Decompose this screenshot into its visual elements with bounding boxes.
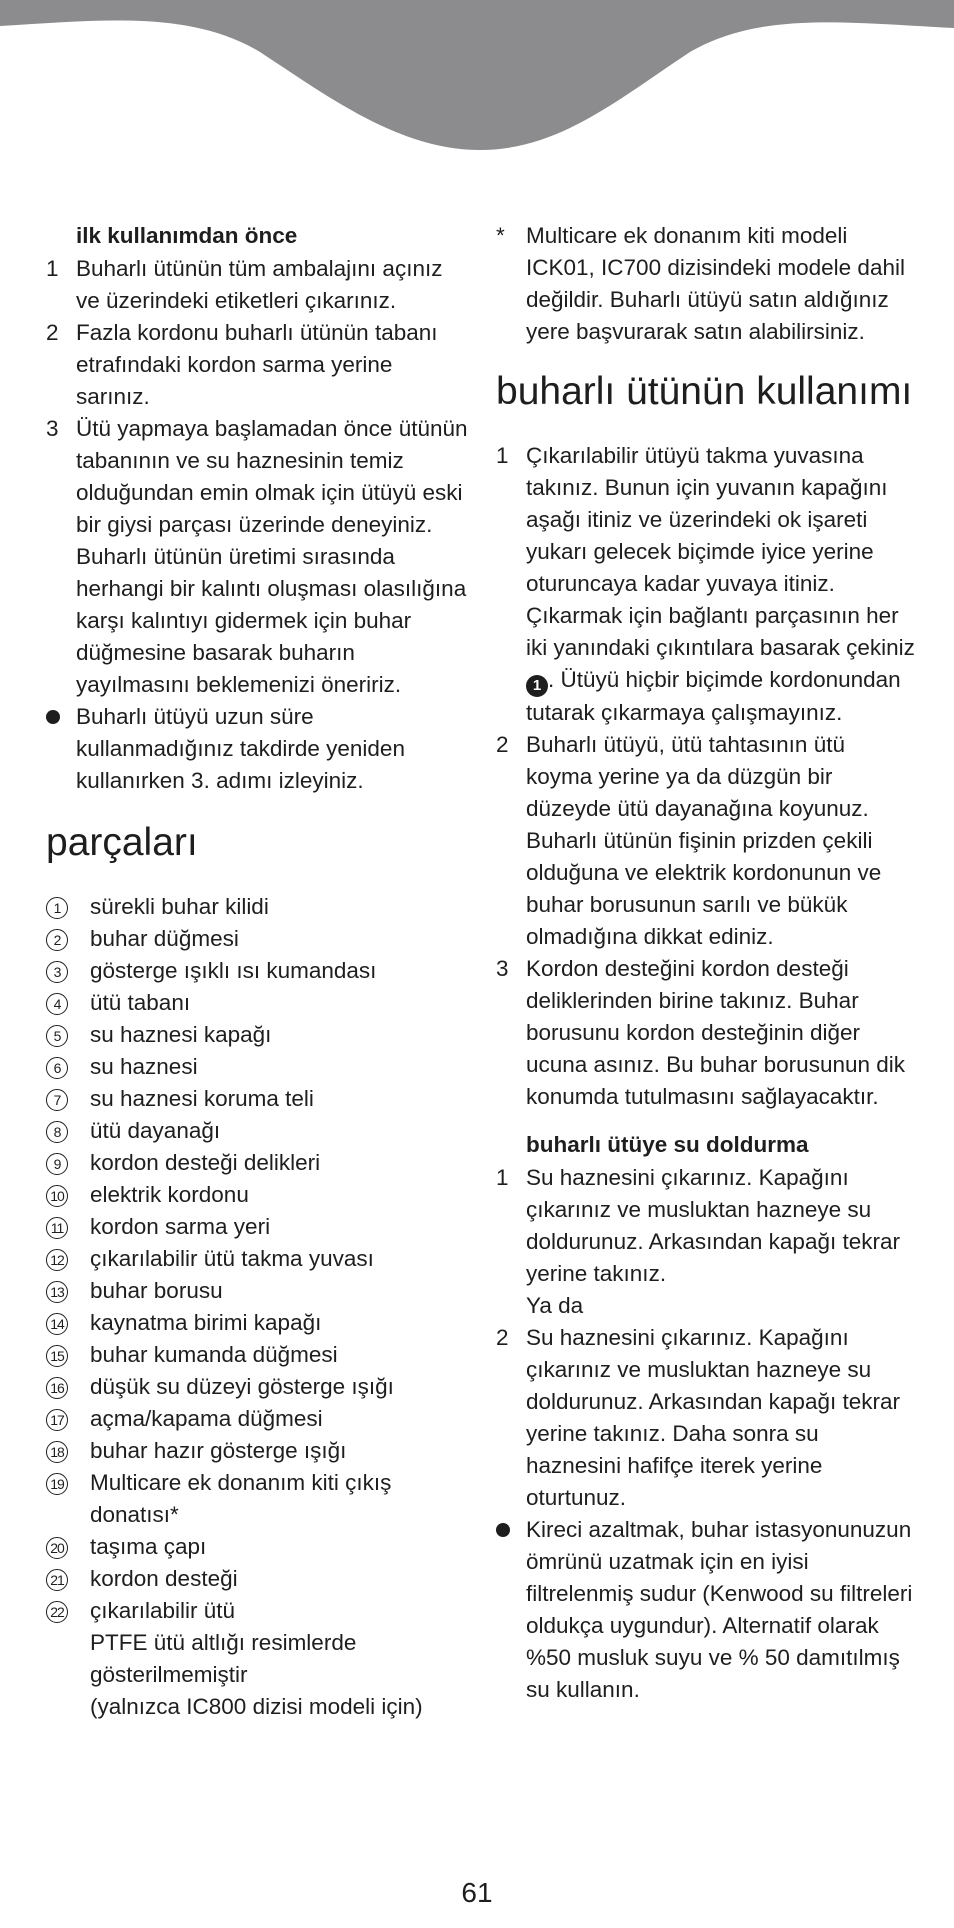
- right-column: [496, 220, 916, 1706]
- step-number: 1: [496, 443, 509, 468]
- left-column: [46, 220, 472, 1723]
- first-use-step-1: [46, 253, 472, 317]
- part-label: Multicare ek donanım kiti çıkış donatısı*: [90, 1470, 392, 1527]
- part-item: [46, 1339, 472, 1371]
- filling-bullet: [496, 1514, 916, 1706]
- part-label: ütü dayanağı: [90, 1118, 221, 1143]
- part-label: kordon desteği: [90, 1566, 238, 1591]
- step-text: Buharlı ütüyü, ütü tahtasının ütü koyma yerine ya da düzgün bir düzeyde ütü dayanağına koyunuz. Buharlı ütünün fişinin prizden çekili olduğuna ve elektrik kordonunun ve buhar borusunun sarılı ve bükük olmadığına dikkat ediniz.: [526, 732, 882, 949]
- part-item: [46, 1275, 472, 1307]
- part-item: [46, 987, 472, 1019]
- bullet-text: Buharlı ütüyü uzun süre kullanmadığınız takdirde yeniden kullanırken 3. adımı izleyiniz.: [76, 704, 405, 793]
- footnote: [496, 220, 916, 348]
- part-label: kordon sarma yeri: [90, 1214, 271, 1239]
- part-label: kordon desteği delikleri: [90, 1150, 321, 1175]
- part-number-circle: 4: [46, 993, 68, 1015]
- first-use-heading: ilk kullanımdan önce: [76, 223, 298, 248]
- part-number-circle: 19: [46, 1473, 68, 1495]
- part-number-circle: 18: [46, 1441, 68, 1463]
- part-label: çıkarılabilir ütü: [90, 1598, 236, 1623]
- filling-step-2: [496, 1322, 916, 1514]
- parts-extra-note: [46, 1627, 472, 1723]
- part-number-circle: 10: [46, 1185, 68, 1207]
- step-number: 2: [46, 320, 59, 345]
- part-item: [46, 1595, 472, 1627]
- part-item: [46, 1467, 472, 1531]
- ic800-note: (yalnızca IC800 dizisi modeli için): [90, 1694, 423, 1719]
- part-number-circle: 17: [46, 1409, 68, 1431]
- usage-step-1: [496, 440, 916, 729]
- part-label: düşük su düzeyi gösterge ışığı: [90, 1374, 394, 1399]
- part-label: buhar kumanda düğmesi: [90, 1342, 338, 1367]
- part-number-circle: 15: [46, 1345, 68, 1367]
- step-number: 1: [46, 256, 59, 281]
- part-item: [46, 1531, 472, 1563]
- part-item: [46, 891, 472, 923]
- part-number-circle: 8: [46, 1121, 68, 1143]
- part-number-circle: 9: [46, 1153, 68, 1175]
- step-text: Su haznesini çıkarınız. Kapağını çıkarınız ve musluktan hazneye su doldurunuz. Arkasından kapağı tekrar yerine takınız. Daha sonra su haznesini hafifçe iterek yerine oturtunuz.: [526, 1325, 900, 1510]
- step-number: 2: [496, 732, 509, 757]
- part-label: kaynatma birimi kapağı: [90, 1310, 322, 1335]
- part-label: taşıma çapı: [90, 1534, 207, 1559]
- or-text: Ya da: [526, 1293, 584, 1318]
- part-number-circle: 14: [46, 1313, 68, 1335]
- step-text: Fazla kordonu buharlı ütünün tabanı etrafındaki kordon sarma yerine sarınız.: [76, 320, 438, 409]
- part-label: su haznesi kapağı: [90, 1022, 272, 1047]
- step-text: Kordon desteğini kordon desteği deliklerinden birine takınız. Buhar borusunu kordon desteğinin diğer ucuna asınız. Bu buhar borusunun dik konumda tutulmasını sağlayacaktır.: [526, 956, 906, 1109]
- part-item: [46, 1019, 472, 1051]
- part-number-circle: 11: [46, 1217, 68, 1239]
- part-label: buhar borusu: [90, 1278, 223, 1303]
- filling-step-1: [496, 1162, 916, 1322]
- part-item: [46, 1563, 472, 1595]
- part-number-circle: 16: [46, 1377, 68, 1399]
- step-number: 3: [496, 956, 509, 981]
- part-label: açma/kapama düğmesi: [90, 1406, 323, 1431]
- usage-step-2: [496, 729, 916, 953]
- step-number: 2: [496, 1325, 509, 1350]
- step-text: Su haznesini çıkarınız. Kapağını çıkarınız ve musluktan hazneye su doldurunuz. Arkasından kapağı tekrar yerine takınız.: [526, 1165, 900, 1286]
- part-label: buhar hazır gösterge ışığı: [90, 1438, 347, 1463]
- part-label: buhar düğmesi: [90, 926, 239, 951]
- part-item: [46, 1147, 472, 1179]
- parts-heading: parçaları: [46, 821, 198, 864]
- page-number: 61: [461, 1877, 493, 1908]
- part-label: su haznesi: [90, 1054, 198, 1079]
- step-text: Ütü yapmaya başlamadan önce ütünün tabanının ve su haznesinin temiz olduğundan emin olmak için ütüyü eski bir giysi parçası üzerinde deneyiniz. Buharlı ütünün üretimi sırasında herhangi bir kalıntı oluşması olasılığına karşı kalıntıyı gidermek için buhar düğmesine basarak buharın yayılmasını beklemenizi öneririz.: [76, 416, 468, 697]
- part-item: [46, 955, 472, 987]
- part-label: elektrik kordonu: [90, 1182, 249, 1207]
- part-label: çıkarılabilir ütü takma yuvası: [90, 1246, 374, 1271]
- step-number: 3: [46, 416, 59, 441]
- figure-ref-1-icon: 1: [526, 675, 548, 697]
- part-label: su haznesi koruma teli: [90, 1086, 314, 1111]
- part-item: [46, 1243, 472, 1275]
- part-number-circle: 2: [46, 929, 68, 951]
- bullet-icon: [46, 710, 60, 724]
- usage-step-3: [496, 953, 916, 1113]
- part-item: [46, 1179, 472, 1211]
- bullet-icon: [496, 1523, 510, 1537]
- part-item: [46, 1211, 472, 1243]
- part-number-circle: 5: [46, 1025, 68, 1047]
- step-number: 1: [496, 1165, 509, 1190]
- part-number-circle: 12: [46, 1249, 68, 1271]
- part-item: [46, 1307, 472, 1339]
- parts-list: [46, 891, 472, 1627]
- step-text: Çıkarılabilir ütüyü takma yuvasına takınız. Bunun için yuvanın kapağını aşağı itiniz ve üzerindeki ok işareti yukarı gelecek biçimde iyice yerine oturuncaya kadar yuvaya itiniz. Çıkarmak için bağlantı parçasının her iki yanındaki çıkıntılara basarak çekiniz 1 . Ütüyü hiçbir biçimde kordonundan tutarak çıkarmaya çalışmayınız.: [526, 443, 915, 725]
- part-item: [46, 1371, 472, 1403]
- part-item: [46, 1083, 472, 1115]
- part-number-circle: 1: [46, 897, 68, 919]
- part-number-circle: 7: [46, 1089, 68, 1111]
- part-item: [46, 1403, 472, 1435]
- filling-heading: buharlı ütüye su doldurma: [526, 1132, 809, 1157]
- part-label: sürekli buhar kilidi: [90, 894, 269, 919]
- part-number-circle: 6: [46, 1057, 68, 1079]
- part-number-circle: 21: [46, 1569, 68, 1591]
- part-item: [46, 1051, 472, 1083]
- part-number-circle: 3: [46, 961, 68, 983]
- part-label: ütü tabanı: [90, 990, 191, 1015]
- part-label: gösterge ışıklı ısı kumandası: [90, 958, 377, 983]
- footnote-text: Multicare ek donanım kiti modeli ICK01, IC700 dizisindeki modele dahil değildir. Buharlı ütüyü satın aldığınız yere başvurarak satın alabilirsiniz.: [526, 223, 905, 344]
- first-use-step-2: [46, 317, 472, 413]
- part-item: [46, 1115, 472, 1147]
- first-use-bullet: [46, 701, 472, 797]
- part-item: [46, 1435, 472, 1467]
- bullet-text: Kireci azaltmak, buhar istasyonunuzun ömrünü uzatmak için en iyisi filtrelenmiş sudur (Kenwood su filtreleri oldukça uygundur). Alternatif olarak %50 musluk suyu ve % 50 damıtılmış su kullanın.: [526, 1517, 913, 1702]
- part-number-circle: 20: [46, 1537, 68, 1559]
- step-text: Buharlı ütünün tüm ambalajını açınız ve üzerindeki etiketleri çıkarınız.: [76, 256, 443, 313]
- first-use-step-3: [46, 413, 472, 701]
- part-number-circle: 13: [46, 1281, 68, 1303]
- footnote-marker: *: [496, 223, 505, 248]
- usage-heading: buharlı ütünün kullanımı: [496, 370, 913, 413]
- header-wave-decoration: [0, 0, 954, 160]
- ptfe-note: PTFE ütü altlığı resimlerde gösterilmemiştir: [90, 1630, 357, 1687]
- part-item: [46, 923, 472, 955]
- part-number-circle: 22: [46, 1601, 68, 1623]
